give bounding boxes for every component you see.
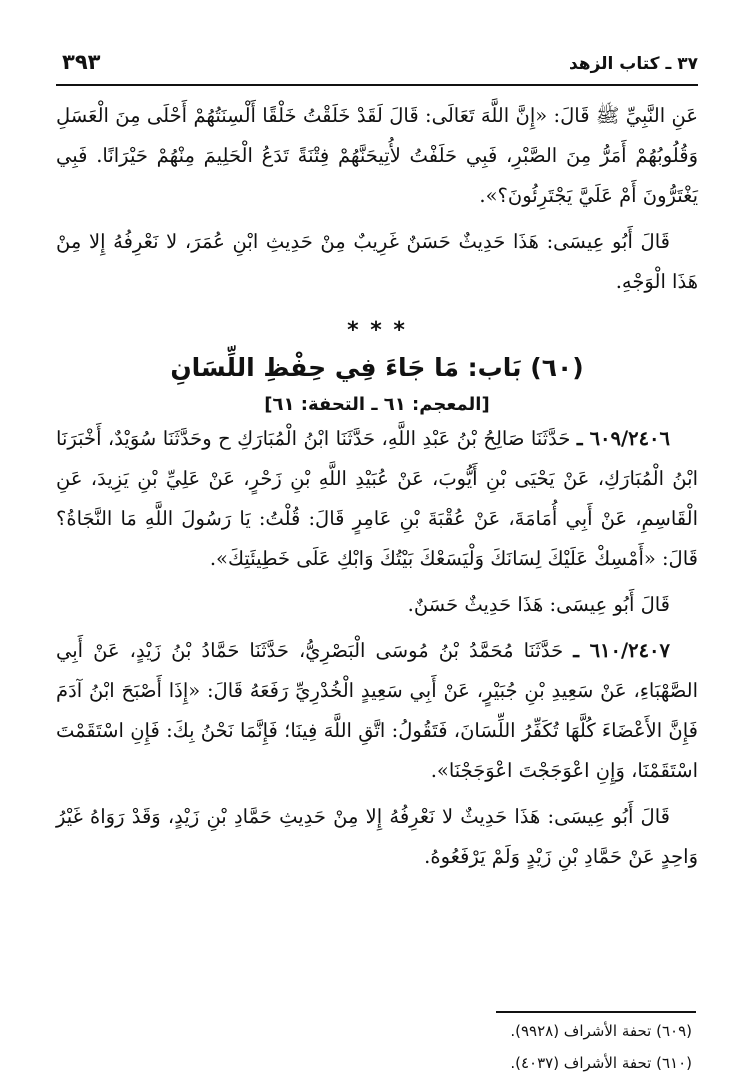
chapter-reference: [المعجم: ٦١ ـ التحفة: ٦١] (264, 394, 490, 415)
chapter-heading: (٦٠) بَاب: مَا جَاءَ فِي حِفْظِ اللِّسَانِ (170, 353, 584, 382)
abu-isa-comment-paragraph: قَالَ أَبُو عِيسَى: هَذَا حَدِيثٌ حَسَنٌ غَرِيبٌ مِنْ حَدِيثِ ابْنِ عُمَرَ، لا نَعْرِفُهُ إِلا مِنْ هَذَا الْوَجْهِ. (56, 230, 698, 293)
footnote-divider (496, 1011, 696, 1013)
hadith-609-text: حَدَّثَنَا صَالِحُ بْنُ عَبْدِ اللَّهِ، حَدَّثَنَا ابْنُ الْمُبَارَكِ ح وحَدَّثَنَا سُوَيْدٌ، أَخْبَرَنَا ابْنُ الْمُبَارَكِ، عَنْ يَحْيَى بْنِ أَيُّوبَ، عَنْ عُبَيْدِ اللَّهِ بْنِ زَحْرٍ، عَنْ عَلِيِّ بْنِ يَزِيدَ، عَنِ الْقَاسِمِ، عَنْ أَبِي أُمَامَةَ، عَنْ عُقْبَةَ بْنِ عَامِرٍ قَالَ: قُلْتُ: يَا رَسُولَ اللَّهِ مَا النَّجَاةُ؟ قَالَ: «أَمْسِكْ عَلَيْكَ لِسَانَكَ وَلْيَسَعْكَ بَيْتُكَ وَابْكِ عَلَى خَطِيئَتِكَ». (56, 427, 698, 570)
hadith-610-comment: قَالَ أَبُو عِيسَى: هَذَا حَدِيثٌ لا نَعْرِفُهُ إِلا مِنْ حَدِيثِ حَمَّادِ بْنِ زَيْدٍ، وَقَدْ رَوَاهُ غَيْرُ وَاحِدٍ عَنْ حَمَّادِ بْنِ زَيْدٍ وَلَمْ يَرْفَعُوهُ. (56, 805, 698, 868)
hadith-610-number: ٦١٠/٢٤٠٧ ـ (573, 639, 670, 662)
page-number: ٣٩٣ (62, 50, 101, 74)
section-separator: * * * (347, 318, 407, 343)
footnote-609: (٦٠٩) تحفة الأشراف (٩٩٢٨). (510, 1022, 692, 1040)
page-header (56, 50, 698, 86)
hadith-continuation-paragraph: عَنِ النَّبِيِّ ﷺ قَالَ: «إِنَّ اللَّهَ تَعَالَى: قَالَ لَقَدْ خَلَقْتُ خَلْقًا أَلْسِنَتُهُمْ أَحْلَى مِنَ الْعَسَلِ وَقُلُوبُهُمْ أَمَرُّ مِنَ الصَّبْرِ، فَبِي حَلَفْتُ لأُتِيحَنَّهُمْ فِتْنَةً تَدَعُ الْحَلِيمَ مِنْهُمْ حَيْرَانًا. فَبِي يَغْتَرُّونَ أَمْ عَلَيَّ يَجْتَرِئُونَ؟». (56, 104, 698, 207)
hadith-610-paragraph (56, 631, 698, 791)
hadith-610-text: حَدَّثَنَا مُحَمَّدُ بْنُ مُوسَى الْبَصْرِيُّ، حَدَّثَنَا حَمَّادُ بْنُ زَيْدٍ، عَنْ أَبِي الصَّهْبَاءِ، عَنْ سَعِيدِ بْنِ جُبَيْرٍ، عَنْ أَبِي سَعِيدٍ الْخُدْرِيِّ رَفَعَهُ قَالَ: «إِذَا أَصْبَحَ ابْنُ آدَمَ فَإِنَّ الأَعْضَاءَ كُلَّهَا تُكَفِّرُ اللِّسَانَ، فَتَقُولُ: اتَّقِ اللَّهَ فِينَا؛ فَإِنَّمَا نَحْنُ بِكَ: فَإِنِ اسْتَقَمْتَ اسْتَقَمْنَا، وَإِنِ اعْوَجَجْتَ اعْوَجَجْنَا». (56, 639, 698, 782)
footnote-610: (٦١٠) تحفة الأشراف (٤٠٣٧). (510, 1054, 692, 1072)
hadith-609-comment: قَالَ أَبُو عِيسَى: هَذَا حَدِيثٌ حَسَنٌ. (407, 593, 670, 616)
book-page (56, 50, 698, 1072)
hadith-609-paragraph (56, 419, 698, 579)
footnotes (56, 965, 698, 1077)
hadith-609-number: ٦٠٩/٢٤٠٦ ـ (576, 427, 670, 450)
running-chapter-title: ٣٧ ـ كتاب الزهد (568, 54, 698, 74)
